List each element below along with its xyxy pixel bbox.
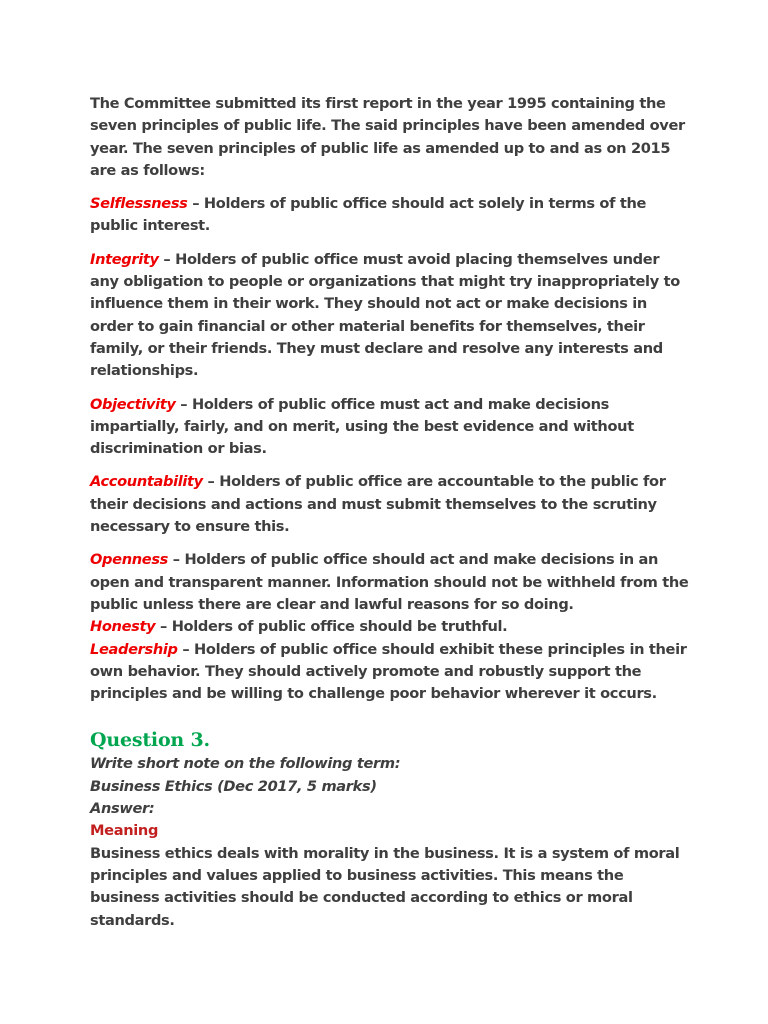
- dash: –: [168, 551, 185, 569]
- question-prompt: Write short note on the following term:: [90, 755, 401, 773]
- principle-text: Holders of public office must avoid placing themselves under any obligation to people or organizations that might try inappropriately to influence them in their work. They should not act or make decisions in order to gain financial or other material benefits for themselves, their family, or their friends. They must declare and resolve any interests and relationships.: [90, 250, 680, 380]
- dash: –: [202, 473, 220, 491]
- dash: –: [187, 195, 204, 213]
- principle-objectivity: [90, 394, 690, 461]
- dash: –: [155, 618, 172, 636]
- question-topic: Business Ethics (Dec 2017, 5 marks): [90, 777, 377, 795]
- principle-term: Honesty: [90, 618, 156, 636]
- document-page: [90, 93, 690, 932]
- principle-selflessness: [90, 193, 690, 238]
- principle-term: Openness: [90, 551, 169, 569]
- principle-openness: [90, 549, 690, 616]
- principle-text: Holders of public office should act and make decisions in an open and transparent manner. Information should not be withheld from the public unless there are clear and lawful reasons for so doing.: [90, 551, 689, 613]
- principle-text: Holders of public office should exhibit these principles in their own behavior. They should actively promote and robustly support the principles and be willing to challenge poor behavior wherever it occurs.: [90, 640, 687, 703]
- principle-text: Holders of public office are accountable to the public for their decisions and actions and must submit themselves to the scrutiny necessary to ensure this.: [90, 473, 666, 536]
- principle-term: Accountability: [90, 473, 203, 491]
- principle-text: Holders of public office should be truthful.: [171, 618, 508, 636]
- meaning-paragraph: Business ethics deals with morality in the business. It is a system of moral principles and values applied to business activities. This means the business activities should be conducted according to ethics or moral standards.: [90, 844, 680, 929]
- answer-label: Answer:: [90, 800, 155, 818]
- principle-term: Leadership: [90, 640, 178, 658]
- question-heading: Question 3.: [90, 729, 210, 752]
- principle-honesty: [90, 616, 690, 638]
- principle-text: Holders of public office should act solely in terms of the public interest.: [90, 195, 647, 235]
- dash: –: [177, 640, 195, 658]
- meaning-heading: Meaning: [90, 822, 159, 840]
- principle-text: Holders of public office must act and make decisions impartially, fairly, and on merit, using the best evidence and without discrimination or bias.: [90, 395, 634, 458]
- principle-accountability: [90, 471, 690, 538]
- dash: –: [158, 250, 176, 268]
- intro-paragraph: The Committee submitted its first report in the year 1995 containing the seven principles of public life. The said principles have been amended over year. The seven principles of public life as amended up to and as on 2015 are as follows:: [90, 95, 685, 179]
- dash: –: [175, 395, 192, 413]
- principle-term: Objectivity: [90, 395, 176, 413]
- principle-integrity: [90, 249, 690, 383]
- principle-term: Integrity: [90, 250, 159, 268]
- principle-term: Selflessness: [90, 195, 188, 213]
- principle-leadership: [90, 639, 690, 706]
